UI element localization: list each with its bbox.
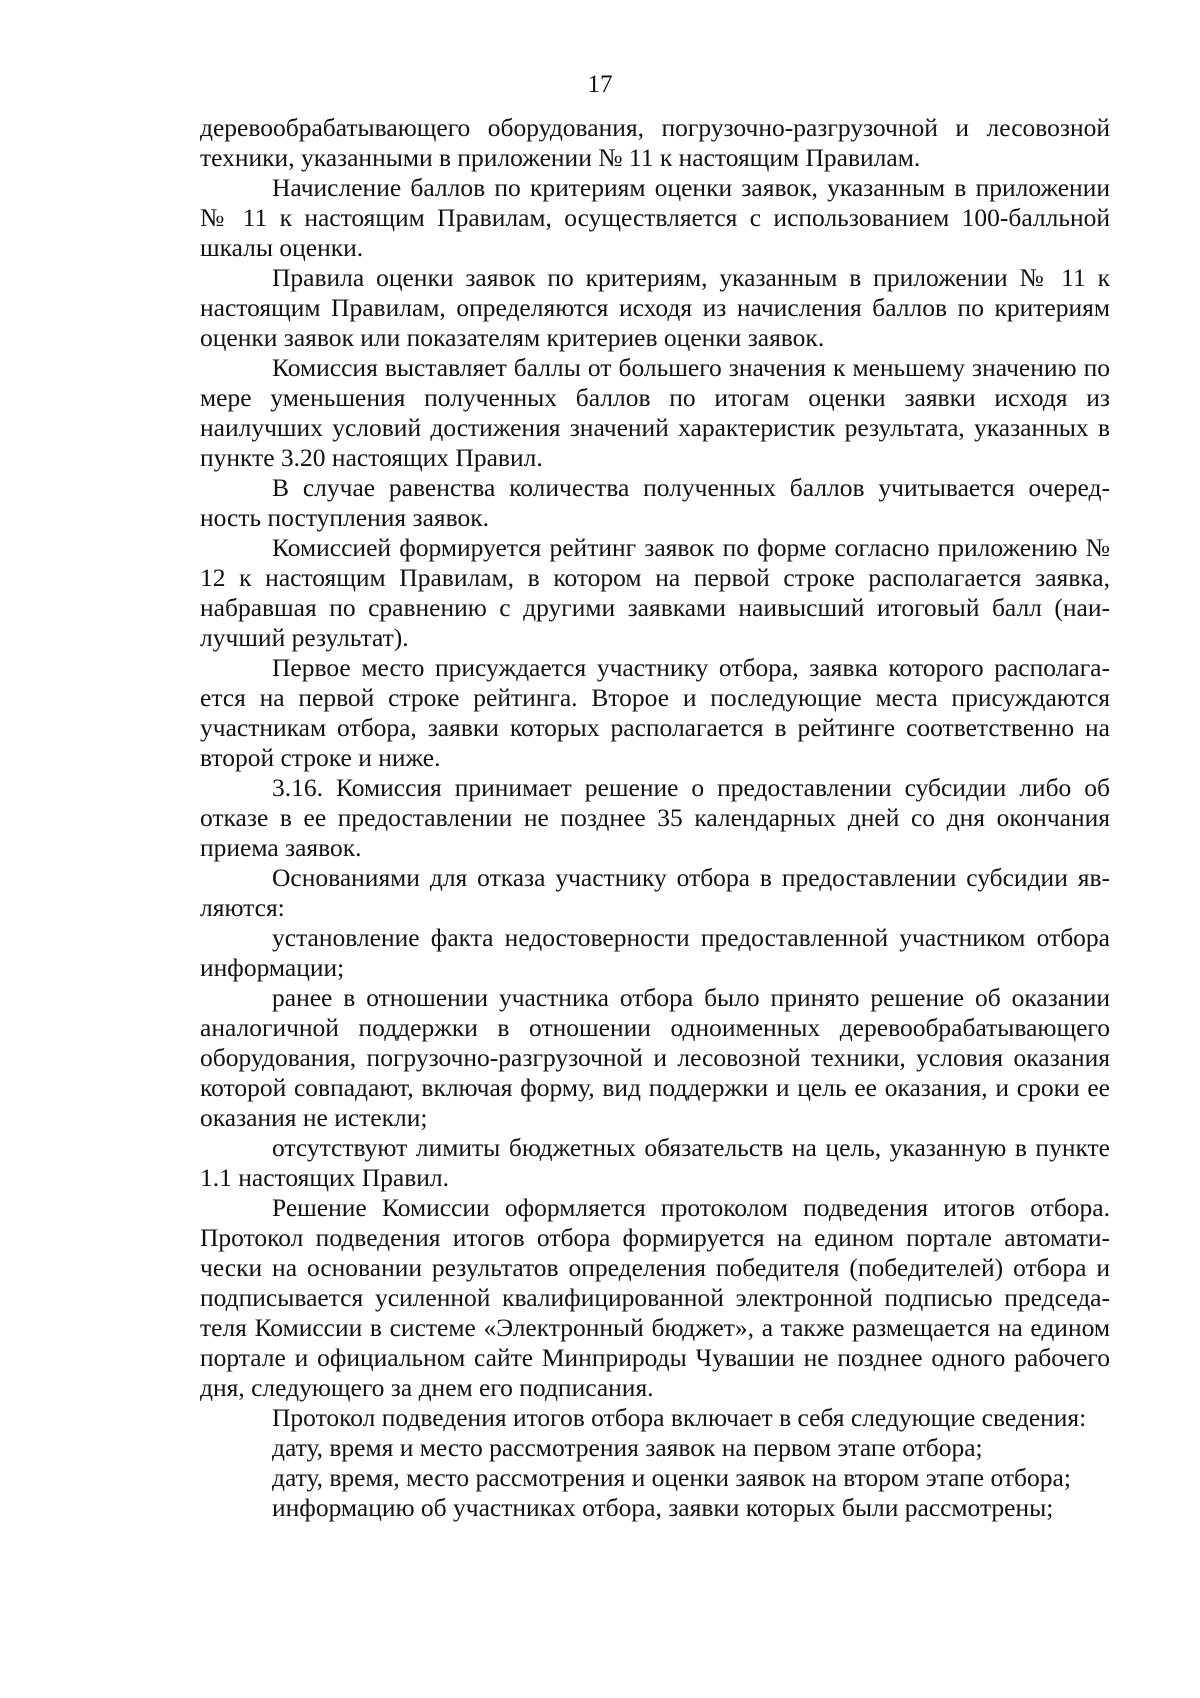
list-item: дату, время и место рассмотрения заявок на первом этапе отбора; xyxy=(272,1433,983,1462)
paragraph-continuation: деревообрабатывающего оборудования, погрузочно-разгрузочной и лесовозной техники, указанными в приложении № 11 к настоящим Правилам. xyxy=(200,113,1110,172)
paragraph-commission-scores: Комиссия выставляет баллы от большего значения к меньшему значению по мере уменьшения полученных баллов по итогам оценки заявки исходя из наилучших условий достижения значений характеристик результата, указанных в пункте 3.20 настоящих Правил. xyxy=(200,353,1110,472)
page-number: 17 xyxy=(587,71,613,98)
paragraph-protocol-contents: Протокол подведения итогов отбора включает в себя следующие сведения: xyxy=(272,1403,1087,1432)
paragraph-scoring-scale: Начисление баллов по критериям оценки заявок, указанным в приложении № 11 к настоящим Правилам, осуществляется с использованием 100-балльной шкалы оценки. xyxy=(200,173,1110,262)
paragraph-equal-scores: В случае равенства количества полученных баллов учитывается очередность поступления заявок. xyxy=(200,473,1110,532)
paragraph-refusal-grounds: Основаниями для отказа участнику отбора в предоставлении субсидии являются: xyxy=(200,863,1110,922)
list-item: дату, время, место рассмотрения и оценки заявок на втором этапе отбора; xyxy=(272,1463,1071,1492)
paragraph-first-place: Первое место присуждается участнику отбора, заявка которого располагается на первой строке рейтинга. Второе и последующие места присуждаются участникам отбора, заявки которых располагается в рейтинге соответственно на второй строке и ниже. xyxy=(200,653,1110,772)
document-body xyxy=(200,113,1110,1523)
paragraph-section-3-16: 3.16. Комиссия принимает решение о предоставлении субсидии либо об отказе в ее предоставлении не позднее 35 календарных дней со дня окончания приема заявок. xyxy=(200,773,1110,862)
paragraph-ground-no-limits: отсутствуют лимиты бюджетных обязательств на цель, указанную в пункте 1.1 настоящих Правил. xyxy=(200,1133,1110,1192)
paragraph-ground-unreliable-info: установление факта недостоверности предоставленной участником отбора информации; xyxy=(200,923,1110,982)
paragraph-rating: Комиссией формируется рейтинг заявок по форме согласно приложению № 12 к настоящим Правилам, в котором на первой строке располагается заявка, набравшая по сравнению с другими заявками наивысший итоговый балл (наилучший результат). xyxy=(200,533,1110,652)
list-item: информацию об участниках отбора, заявки которых были рассмотрены; xyxy=(272,1493,1054,1522)
paragraph-evaluation-rules: Правила оценки заявок по критериям, указанным в приложении № 11 к настоящим Правилам, определяются исходя из начисления баллов по критериям оценки заявок или показателям критериев оценки заявок. xyxy=(200,263,1110,352)
paragraph-ground-prior-support: ранее в отношении участника отбора было принято решение об оказании аналогичной поддержки в отношении одноименных деревообрабатывающего оборудования, погрузочно-разгрузочной и лесовозной техники, условия оказания которой совпадают, включая форму, вид поддержки и цель ее оказания, и сроки ее оказания не истекли; xyxy=(200,983,1110,1132)
paragraph-commission-decision: Решение Комиссии оформляется протоколом подведения итогов отбора. Протокол подведения итогов отбора формируется на едином портале автоматически на основании результатов определения победителя (победителей) отбора и подписывается усиленной квалифицированной электронной подписью председателя Комиссии в системе «Электронный бюджет», а также размещается на едином портале и официальном сайте Минприроды Чувашии не позднее одного рабочего дня, следующего за днем его подписания. xyxy=(200,1193,1110,1402)
